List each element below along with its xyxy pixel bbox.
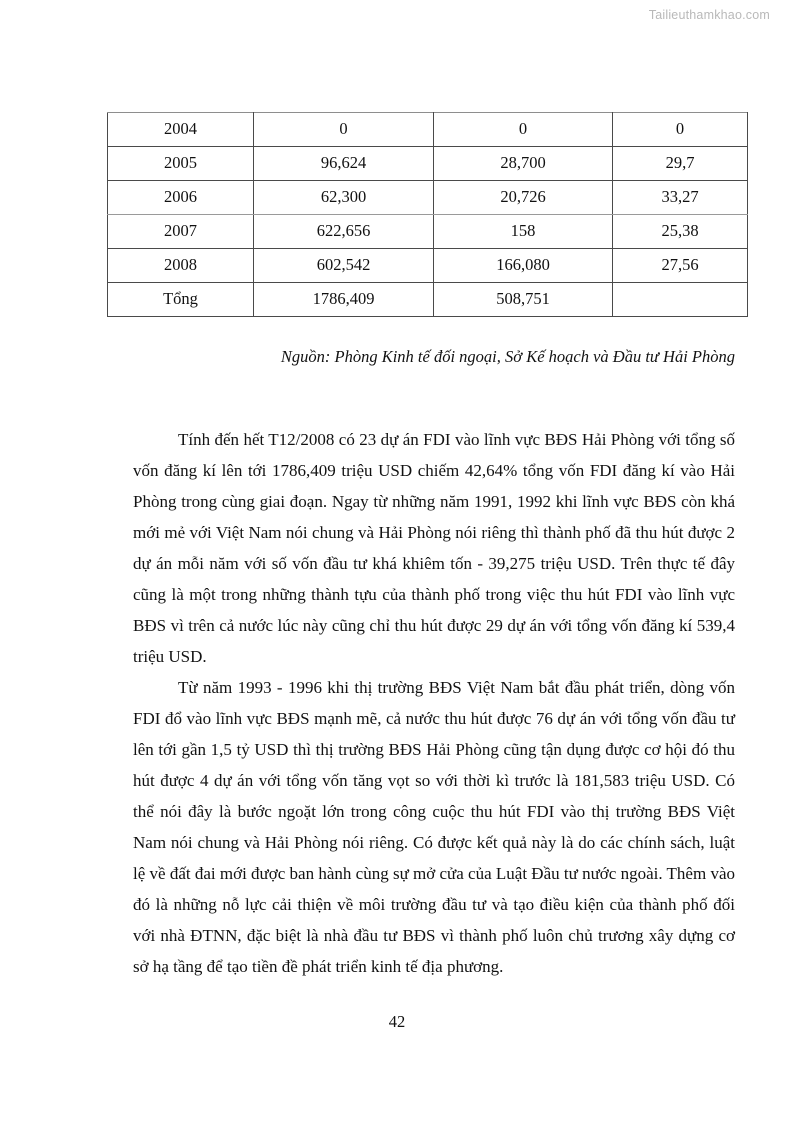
page-number: 42 [388, 1012, 406, 1031]
cell-col3: 166,080 [434, 249, 613, 283]
cell-col4: 0 [613, 113, 748, 147]
cell-col2: 62,300 [254, 181, 434, 215]
table-row [108, 181, 748, 215]
cell-col3: 158 [434, 215, 613, 249]
cell-col3: 508,751 [434, 283, 613, 317]
cell-col3: 0 [434, 113, 613, 147]
cell-year: 2006 [108, 181, 254, 215]
cell-col3: 28,700 [434, 147, 613, 181]
table-row [108, 215, 748, 249]
cell-year: 2005 [108, 147, 254, 181]
cell-col2: 622,656 [254, 215, 434, 249]
table-row-total [108, 283, 748, 317]
cell-col4 [613, 283, 748, 317]
cell-col2: 1786,409 [254, 283, 434, 317]
cell-col4: 25,38 [613, 215, 748, 249]
table-body [108, 113, 748, 317]
site-watermark: Tailieuthamkhao.com [648, 8, 770, 22]
table-row [108, 147, 748, 181]
cell-year: 2007 [108, 215, 254, 249]
fdi-data-table [107, 112, 747, 317]
cell-col4: 33,27 [613, 181, 748, 215]
cell-year: 2004 [108, 113, 254, 147]
body-text [133, 424, 735, 982]
table-row [108, 249, 748, 283]
cell-col4: 27,56 [613, 249, 748, 283]
cell-year: Tổng [108, 283, 254, 317]
table-row [108, 113, 748, 147]
cell-col3: 20,726 [434, 181, 613, 215]
paragraph-1: Tính đến hết T12/2008 có 23 dự án FDI vào lĩnh vực BĐS Hải Phòng với tổng số vốn đăng kí lên tới 1786,409 triệu USD chiếm 42,64% tổng vốn FDI đăng kí vào Hải Phòng trong cùng giai đoạn. Ngay từ những năm 1991, 1992 khi lĩnh vực BĐS còn khá mới mẻ với Việt Nam nói chung và Hải Phòng nói riêng thì thành phố đã thu hút được 2 dự án mỗi năm với số vốn đầu tư khá khiêm tốn - 39,275 triệu USD. Trên thực tế đây cũng là một trong những thành tựu của thành phố trong việc thu hút FDI vào lĩnh vực BĐS vì trên cả nước lúc này cũng chỉ thu hút được 29 dự án với tổng vốn đăng kí 539,4 triệu USD. [133, 430, 735, 666]
cell-col2: 0 [254, 113, 434, 147]
cell-col2: 602,542 [254, 249, 434, 283]
table-source-caption: Nguồn: Phòng Kinh tế đối ngoại, Sở Kế hoạch và Đầu tư Hải Phòng [280, 347, 735, 366]
cell-col2: 96,624 [254, 147, 434, 181]
cell-year: 2008 [108, 249, 254, 283]
cell-col4: 29,7 [613, 147, 748, 181]
paragraph-2: Từ năm 1993 - 1996 khi thị trường BĐS Việt Nam bắt đầu phát triển, dòng vốn FDI đổ vào lĩnh vực BĐS mạnh mẽ, cả nước thu hút được 76 dự án với tổng vốn đầu tư lên tới gần 1,5 tỷ USD thì thị trường BĐS Hải Phòng cũng tận dụng được cơ hội đó thu hút được 4 dự án với tổng vốn tăng vọt so với thời kì trước là 181,583 triệu USD. Có thể nói đây là bước ngoặt lớn trong công cuộc thu hút FDI vào thị trường BĐS Việt Nam nói chung và Hải Phòng nói riêng. Có được kết quả này là do các chính sách, luật lệ về đất đai mới được ban hành cùng sự mở cửa của Luật Đầu tư nước ngoài. Thêm vào đó là những nỗ lực cải thiện về môi trường đầu tư và tạo điều kiện của thành phố đối với nhà ĐTNN, đặc biệt là nhà đầu tư BĐS vì thành phố luôn chủ trương xây dựng cơ sở hạ tầng để tạo tiền đề phát triển kinh tế địa phương. [133, 678, 735, 976]
